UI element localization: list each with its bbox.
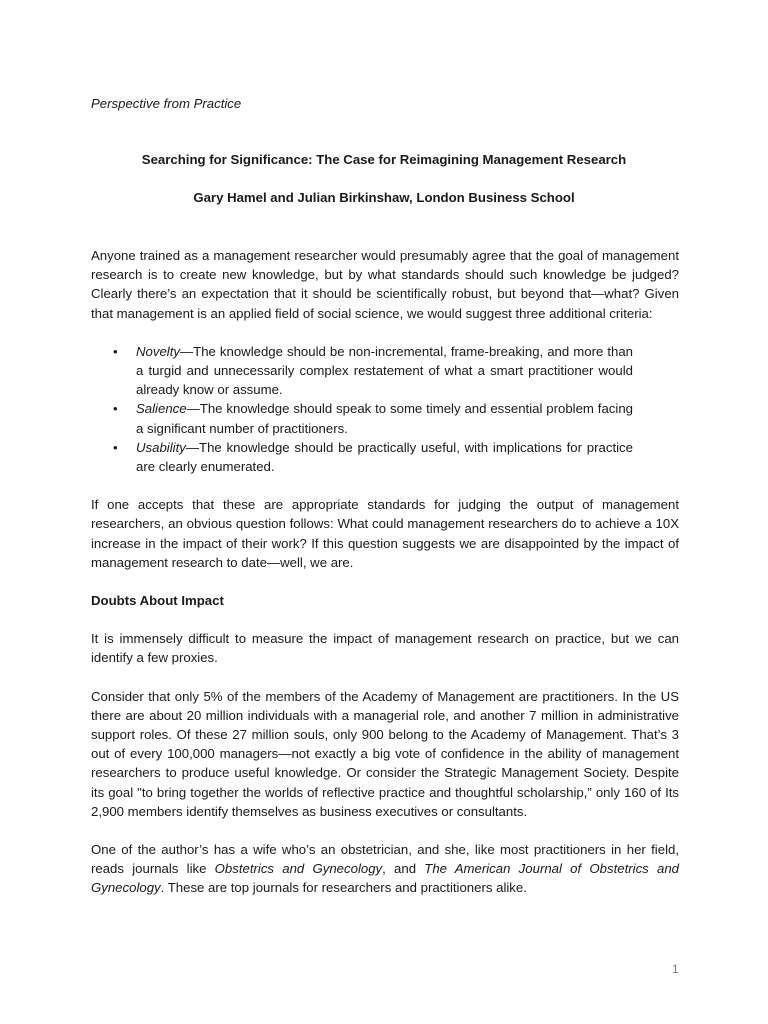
proxies-paragraph: It is immensely difficult to measure the impact of management research on practice, but we can identify a few proxies.	[91, 631, 679, 666]
bullet-icon: •	[113, 343, 118, 359]
criterion-term: Usability	[136, 439, 186, 455]
journals-text-2: , and	[382, 861, 425, 877]
criterion-term: Novelty	[136, 343, 180, 359]
list-item	[91, 438, 633, 476]
membership-paragraph: Consider that only 5% of the members of the Academy of Management are practitioners. In the US there are about 20 million individuals with a managerial role, and another 7 million in administrative support roles. Of these 27 million souls, only 900 belong to the Academy of Management. That’s 3 out of every 100,000 managers—not exactly a big vote of confidence in the ability of management researchers to produce useful knowledge. Or consider the Strategic Management Society. Despite its goal "to bring together the worlds of reflective practice and thoughtful scholarship,” only 160 of Its 2,900 members identify themselves as business executives or consultants.	[91, 688, 679, 819]
page-number: 1	[672, 962, 679, 976]
bullet-icon: •	[113, 401, 118, 417]
intro-paragraph: Anyone trained as a management researcher would presumably agree that the goal of management research is to create new knowledge, but by what standards should such knowledge be judged? Clearly there’s an expectation that it should be scientifically robust, but beyond that—what? Given that management is an applied field of social science, we would suggest three additional criteria:	[91, 248, 679, 321]
journals-text-1: One of the author’s has a wife who’s an obstetrician, and she, like most practitioners in her field, reads journals like	[91, 842, 679, 877]
list-item	[91, 399, 633, 437]
standards-paragraph: If one accepts that these are appropriate standards for judging the output of management researchers, an obvious question follows: What could management researchers do to achieve a 10X increase in the impact of their work? If this question suggests we are disappointed by the impact of management research to date—well, we are.	[91, 497, 679, 570]
section-heading: Doubts About Impact	[91, 593, 224, 609]
journals-paragraph	[91, 840, 679, 898]
bullet-icon: •	[113, 439, 118, 455]
criteria-list	[91, 342, 679, 476]
kicker: Perspective from Practice	[91, 96, 242, 111]
authors: Gary Hamel and Julian Birkinshaw, London Business School	[193, 190, 575, 205]
list-item	[91, 342, 633, 400]
criterion-text: —The knowledge should speak to some timely and essential problem facing a significant number of practitioners.	[136, 401, 633, 436]
article-body	[91, 246, 679, 917]
journal-title-2: The American Journal of Obstetrics and Gynecology	[91, 861, 679, 896]
journal-title-1: Obstetrics and Gynecology	[214, 861, 383, 877]
criterion-text: —The knowledge should be non-incremental, frame-breaking, and more than a turgid and unnecessarily complex restatement of what a smart practitioner would already know or assume.	[136, 343, 633, 398]
criterion-text: —The knowledge should be practically useful, with implications for practice are clearly enumerated.	[136, 439, 633, 475]
journals-text-3: . These are top journals for researchers and practitioners alike.	[160, 880, 527, 896]
page-title: Searching for Significance: The Case for Reimagining Management Research	[141, 152, 627, 167]
criterion-term: Salience	[136, 401, 187, 417]
